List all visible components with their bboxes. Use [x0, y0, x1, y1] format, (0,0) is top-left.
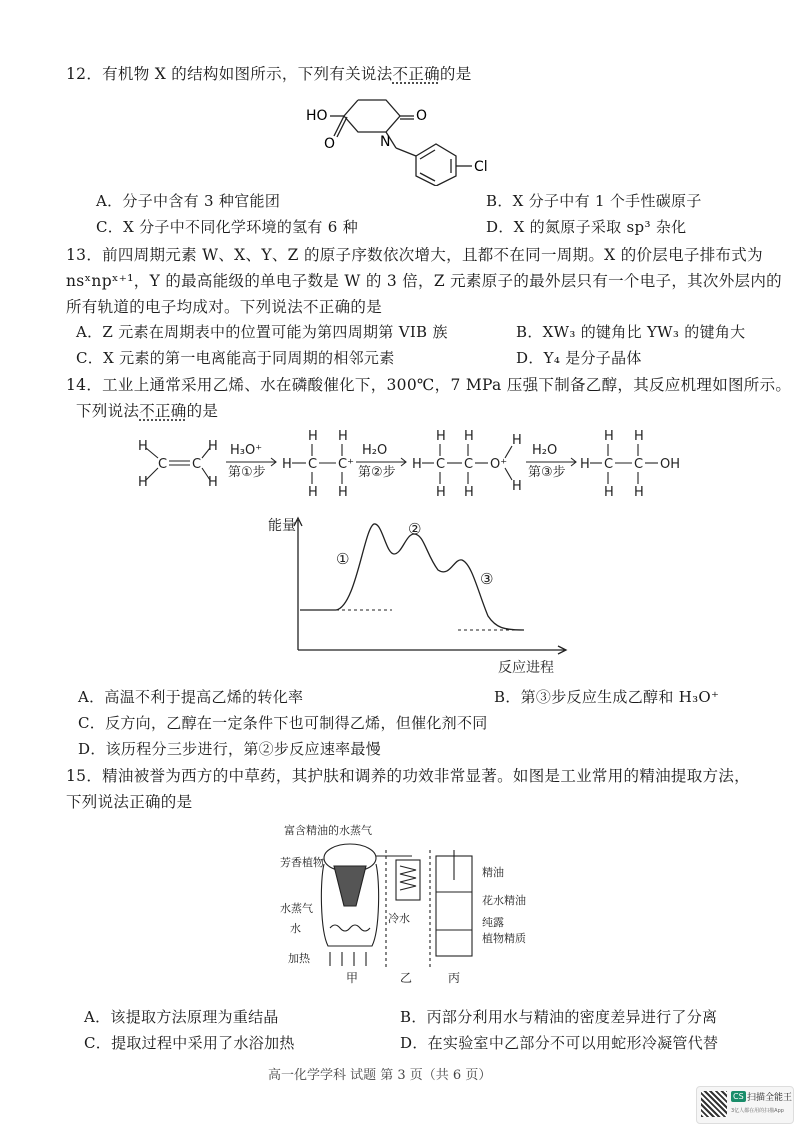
scanner-subtitle: 3亿人都在用的扫描App	[731, 1108, 784, 1114]
energy-diagram	[256, 512, 576, 678]
q13-option-b: B．XW₃ 的键角比 YW₃ 的键角大	[516, 323, 746, 341]
q13-option-d: D．Y₄ 是分子晶体	[516, 349, 642, 367]
svg-text:芳香植物: 芳香植物	[280, 856, 324, 869]
q14-mechanism	[130, 426, 710, 504]
q15-option-c: C．提取过程中采用了水浴加热	[84, 1034, 295, 1052]
svg-text:H: H	[338, 429, 348, 444]
svg-text:H: H	[208, 475, 218, 490]
q12-option-a: A．分子中含有 3 种官能团	[96, 192, 281, 210]
svg-text:冷水: 冷水	[388, 912, 410, 925]
svg-text:H: H	[308, 429, 318, 444]
q13-option-c: C．X 元素的第一电离能高于同周期的相邻元素	[76, 349, 395, 367]
step2-label: ②	[408, 520, 422, 538]
svg-text:乙: 乙	[400, 971, 413, 985]
svg-text:H: H	[634, 485, 644, 500]
svg-text:H₂O: H₂O	[532, 443, 558, 458]
svg-text:H: H	[604, 429, 614, 444]
o-label: O	[416, 108, 428, 124]
svg-text:H: H	[512, 433, 522, 448]
q15-option-b: B．丙部分利用水与精油的密度差异进行了分离	[400, 1008, 718, 1026]
q12-structure	[300, 84, 520, 186]
q13-line3: 所有轨道的电子均成对。下列说法不正确的是	[66, 298, 383, 316]
svg-text:H: H	[436, 485, 446, 500]
svg-text:加热: 加热	[288, 952, 310, 965]
svg-text:甲: 甲	[346, 971, 359, 985]
svg-text:H: H	[464, 429, 474, 444]
scanner-name: 扫描全能王	[747, 1093, 793, 1103]
n-label: N	[380, 134, 391, 150]
y-axis-label: 能量	[268, 518, 296, 534]
svg-text:H: H	[412, 457, 422, 472]
q14-option-d: D．该历程分三步进行，第②步反应速率最慢	[78, 740, 382, 758]
extraction-apparatus	[270, 820, 560, 986]
svg-text:C: C	[308, 457, 318, 472]
svg-text:丙: 丙	[448, 971, 461, 985]
svg-text:H₂O: H₂O	[362, 443, 388, 458]
svg-text:水蒸气: 水蒸气	[280, 902, 313, 915]
q12-option-d: D．X 的氮原子采取 sp³ 杂化	[486, 218, 687, 236]
ho-label: HO	[306, 108, 328, 124]
svg-text:H: H	[512, 479, 522, 494]
step1-label: ①	[336, 550, 350, 568]
svg-text:植物精质: 植物精质	[482, 932, 526, 945]
svg-text:H: H	[138, 439, 148, 454]
cs-logo: CS	[733, 1092, 744, 1101]
svg-text:C: C	[634, 457, 644, 472]
q12-stem: 12．有机物 X 的结构如图所示，下列有关说法不正确的是	[66, 65, 472, 83]
svg-text:第③步: 第③步	[528, 465, 566, 480]
q14-option-a: A．高温不利于提高乙烯的转化率	[78, 688, 304, 706]
svg-text:H₃O⁺: H₃O⁺	[230, 443, 263, 458]
q15-line2: 下列说法正确的是	[66, 793, 193, 811]
svg-text:C: C	[158, 457, 168, 472]
svg-text:H: H	[208, 439, 218, 454]
svg-text:纯露: 纯露	[482, 916, 504, 929]
svg-text:H: H	[604, 485, 614, 500]
svg-text:富含精油的水蒸气: 富含精油的水蒸气	[284, 824, 372, 837]
q13-option-a: A．Z 元素在周期表中的位置可能为第四周期第 VIB 族	[76, 323, 448, 341]
svg-text:花水精油: 花水精油	[482, 894, 526, 907]
q12-option-c: C．X 分子中不同化学环境的氢有 6 种	[96, 218, 359, 236]
svg-text:O⁺: O⁺	[490, 457, 508, 472]
q14-line2: 下列说法不正确的是	[76, 402, 219, 420]
q15-line1: 15．精油被誉为西方的中草药，其护肤和调养的功效非常显著。如图是工业常用的精油提取方法，	[66, 767, 750, 785]
q12-option-b: B．X 分子中有 1 个手性碳原子	[486, 192, 702, 210]
svg-text:H: H	[338, 485, 348, 500]
svg-text:H: H	[308, 485, 318, 500]
svg-text:第②步: 第②步	[358, 465, 396, 480]
q15-option-d: D．在实验室中乙部分不可以用蛇形冷凝管代替	[400, 1034, 719, 1052]
q14-option-b: B．第③步反应生成乙醇和 H₃O⁺	[494, 688, 720, 706]
svg-text:H: H	[634, 429, 644, 444]
step3-label: ③	[480, 570, 494, 588]
x-axis-label: 反应进程	[498, 660, 554, 676]
q15-option-a: A．该提取方法原理为重结晶	[84, 1008, 279, 1026]
svg-text:C⁺: C⁺	[338, 457, 354, 472]
q13-line2: nsˣnpˣ⁺¹，Y 的最高能级的单电子数是 W 的 3 倍，Z 元素原子的最外层只有一个电子，其次外层内的	[66, 272, 782, 290]
q14-line1: 14．工业上通常采用乙烯、水在磷酸催化下，300℃，7 MPa 压强下制备乙醇，其反应机理如图所示。	[66, 376, 792, 394]
page-footer: 高一化学学科 试题 第 3 页（共 6 页）	[268, 1068, 492, 1083]
svg-text:C: C	[436, 457, 446, 472]
q14-option-c: C．反方向，乙醇在一定条件下也可制得乙烯，但催化剂不同	[78, 714, 488, 732]
svg-text:第①步: 第①步	[228, 465, 266, 480]
svg-text:H: H	[138, 475, 148, 490]
scanner-watermark	[696, 1086, 794, 1124]
svg-text:H: H	[436, 429, 446, 444]
cl-label: Cl	[474, 159, 488, 175]
qr-code-icon	[701, 1091, 727, 1117]
q13-line1: 13．前四周期元素 W、X、Y、Z 的原子序数依次增大，且都不在同一周期。X 的价层电子排布式为	[66, 246, 763, 264]
o-label: O	[324, 136, 336, 152]
svg-text:OH: OH	[660, 457, 681, 472]
svg-text:水: 水	[290, 922, 301, 935]
svg-text:精油: 精油	[482, 866, 504, 879]
svg-text:C: C	[604, 457, 614, 472]
svg-text:C: C	[192, 457, 202, 472]
svg-text:H: H	[580, 457, 590, 472]
svg-text:H: H	[464, 485, 474, 500]
svg-text:C: C	[464, 457, 474, 472]
svg-text:H: H	[282, 457, 292, 472]
